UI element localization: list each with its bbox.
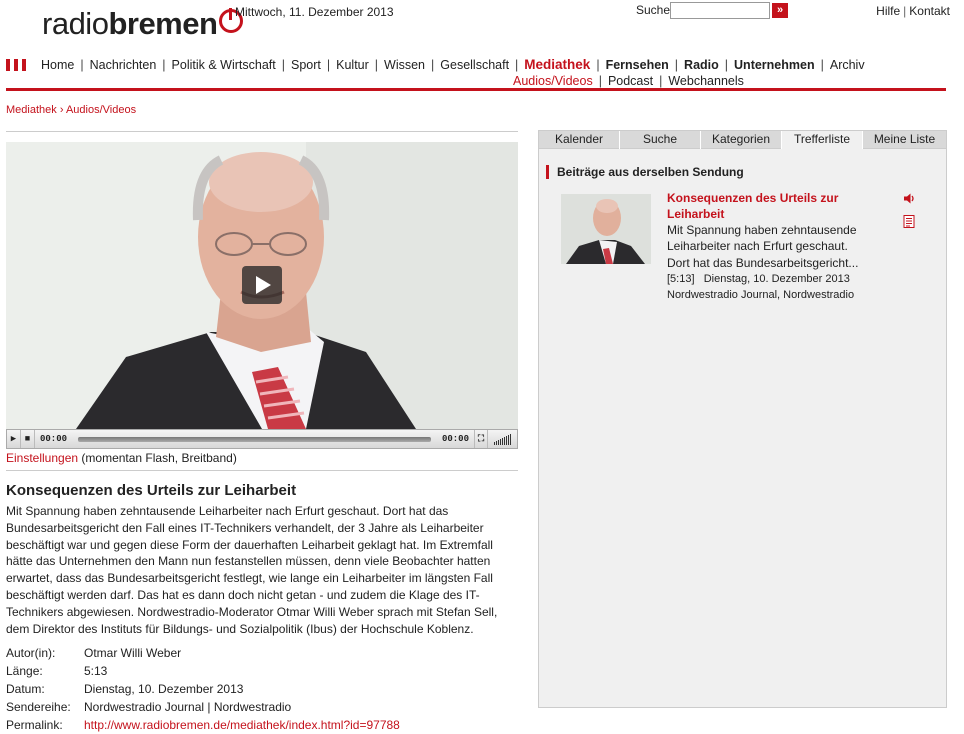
- nav-item-mediathek[interactable]: Mediathek: [524, 57, 591, 72]
- settings-link[interactable]: Einstellungen: [6, 451, 79, 465]
- sub-nav: Audios/Videos | Podcast | Webchannels: [513, 74, 744, 88]
- result-meta-series: Nordwestradio Journal, Nordwestradio: [667, 289, 855, 302]
- volume-icon[interactable]: [488, 433, 517, 445]
- nav-marker-icon: [6, 59, 26, 71]
- logo[interactable]: [42, 6, 243, 46]
- stop-icon[interactable]: ■: [21, 430, 35, 448]
- nav-item-nachrichten[interactable]: Nachrichten: [89, 58, 157, 72]
- tab-kategorien[interactable]: Kategorien: [701, 131, 782, 149]
- result-meta: [667, 271, 854, 304]
- meta-label: Sendereihe:: [6, 700, 71, 714]
- nav-item-fernsehen[interactable]: Fernsehen: [605, 58, 669, 72]
- article-title: Konsequenzen des Urteils zur Leiharbeit: [6, 482, 297, 499]
- meta-label: Länge:: [6, 664, 43, 678]
- result-meta-duration-date: [5:13] Dienstag, 10. Dezember 2013: [667, 273, 850, 285]
- fullscreen-icon[interactable]: ⛶: [474, 430, 488, 448]
- meta-label: Autor(in):: [6, 646, 56, 660]
- subnav-item-webchannels[interactable]: Webchannels: [668, 74, 744, 88]
- result-thumbnail[interactable]: [561, 194, 651, 264]
- meta-row-series: [6, 698, 400, 716]
- thumbnail-image: [561, 194, 651, 264]
- contact-link[interactable]: Kontakt: [909, 4, 950, 18]
- meta-label: Datum:: [6, 682, 45, 696]
- player-controls: [6, 429, 518, 449]
- article-meta: [6, 644, 400, 734]
- meta-value: Nordwestradio Journal | Nordwestradio: [84, 700, 292, 714]
- time-total: 00:00: [441, 434, 469, 444]
- separator: |: [903, 4, 907, 18]
- play-overlay-button[interactable]: [242, 266, 282, 304]
- search-input[interactable]: [670, 2, 770, 19]
- nav-item-gesellschaft[interactable]: Gesellschaft: [440, 58, 510, 72]
- sidebar-tabs: [539, 131, 946, 149]
- result-title-link[interactable]: Konsequenzen des Urteils zur Leiharbeit: [667, 191, 839, 221]
- breadcrumb-item-audios-videos[interactable]: Audios/Videos: [65, 104, 137, 116]
- meta-row-author: [6, 644, 400, 662]
- tab-suche[interactable]: Suche: [620, 131, 701, 149]
- video-still[interactable]: [6, 142, 518, 429]
- meta-value: Dienstag, 10. Dezember 2013: [84, 682, 244, 696]
- main-nav: Home | Nachrichten | Politik & Wirtschaft | Sport | Kultur | Wissen | Gesellschaft | Mediathek | Fernsehen | Radio | Unternehmen | Archiv: [41, 57, 865, 72]
- nav-item-kultur[interactable]: Kultur: [336, 58, 369, 72]
- meta-row-permalink: [6, 716, 400, 734]
- settings-note: (momentan Flash, Breitband): [81, 451, 237, 465]
- document-icon[interactable]: [903, 215, 915, 228]
- nav-divider: [6, 88, 946, 91]
- meta-value: Otmar Willi Weber: [84, 646, 182, 660]
- nav-item-home[interactable]: Home: [41, 58, 75, 72]
- tab-trefferliste[interactable]: Trefferliste: [782, 131, 863, 149]
- article-body: Mit Spannung haben zehntausende Leiharbeiter nach Erfurt geschaut. Dort hat das Bundesarbeitsgericht den Fall eines IT-Technikers verhandelt, der 3 Jahre als Leiharbeiter beschäftigt war und gegen diese Form der dauerhaften Leiharbeit geklagt hat. Im Extremfall hätte das Unternehmen den Mann nun festanstellen müssen, denn viele Beobachter hatten erwartet, dass das Bundesarbeitsgericht festlegt, wie lange ein Leiharbeiter im längsten Fall beschäftigt werden darf. Das hat es dann doch nicht getan - und zudem die Klage des IT-Technikers abgewiesen. Nordwestradio-Moderator Otmar Willi Weber sprach mit Stefan Sell, dem Direktor des Instituts für Bildungs- und Sozialpolitik (Ibus) der Hochschule Koblenz.: [6, 504, 498, 636]
- current-date: Mittwoch, 11. Dezember 2013: [235, 5, 394, 19]
- logo-text-bold: bremen: [108, 6, 218, 41]
- play-icon[interactable]: ▶: [7, 430, 21, 448]
- tab-kalender[interactable]: Kalender: [539, 131, 620, 149]
- nav-item-sport[interactable]: Sport: [290, 58, 321, 72]
- top-links: [876, 4, 950, 18]
- tab-meine-liste[interactable]: Meine Liste: [873, 132, 936, 146]
- breadcrumb-item-mediathek[interactable]: Mediathek: [6, 104, 57, 116]
- nav-item-archiv[interactable]: Archiv: [829, 58, 865, 72]
- section-title: Beiträge aus derselben Sendung: [557, 165, 744, 179]
- breadcrumb: Mediathek › Audios/Videos: [6, 104, 137, 116]
- logo-text: [42, 6, 217, 42]
- audio-icon[interactable]: [903, 192, 916, 205]
- subnav-item-podcast[interactable]: Podcast: [607, 74, 654, 88]
- meta-label: Permalink:: [6, 718, 63, 732]
- meta-value: 5:13: [84, 664, 108, 678]
- section-heading: [546, 165, 744, 179]
- nav-item-radio[interactable]: Radio: [684, 58, 719, 72]
- nav-item-politik-wirtschaft[interactable]: Politik & Wirtschaft: [171, 58, 276, 72]
- meta-row-date: [6, 680, 400, 698]
- player-settings: [6, 451, 237, 465]
- search-label: Suche: [636, 3, 671, 17]
- section-marker: [546, 165, 549, 179]
- progress-track[interactable]: [78, 437, 431, 442]
- result-teaser: Mit Spannung haben zehntausende Leiharbeiter nach Erfurt geschaut. Dort hat das Bundesarbeitsgericht...: [667, 223, 859, 270]
- help-link[interactable]: Hilfe: [876, 4, 901, 18]
- nav-item-wissen[interactable]: Wissen: [384, 58, 426, 72]
- divider: [6, 131, 518, 132]
- nav-item-unternehmen[interactable]: Unternehmen: [734, 58, 815, 72]
- time-elapsed: 00:00: [40, 434, 68, 444]
- permalink-link[interactable]: http://www.radiobremen.de/mediathek/index.html?id=97788: [84, 718, 400, 732]
- meta-row-length: [6, 662, 400, 680]
- subnav-item-audios-videos[interactable]: Audios/Videos: [513, 74, 593, 88]
- search-submit-button[interactable]: »: [772, 3, 788, 18]
- divider: [6, 470, 518, 471]
- logo-text-light: radio: [42, 6, 109, 41]
